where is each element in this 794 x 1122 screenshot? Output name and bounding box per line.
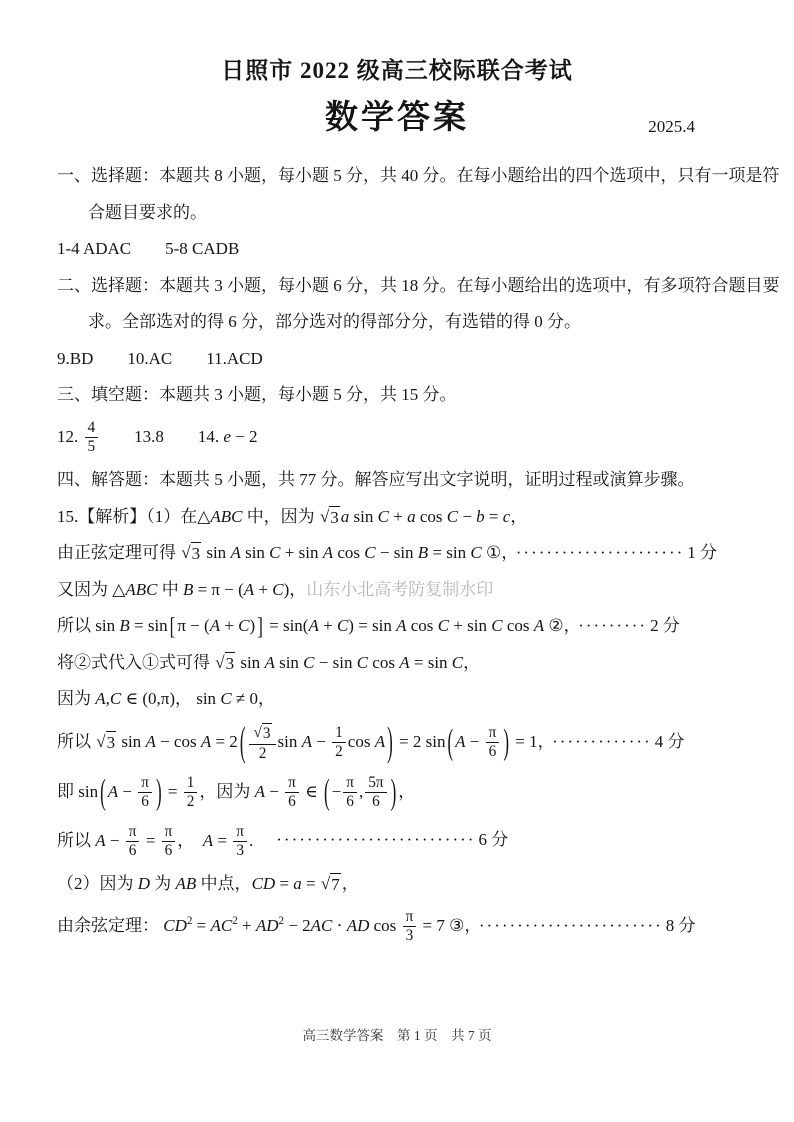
text-run: = [301,874,320,894]
radicand: 3 [191,542,202,565]
text-run: ∈ (0,π)， sin [121,689,221,709]
text-run: 所以 [57,830,96,850]
content-line [57,504,737,530]
math-variable: A [322,543,334,563]
math-variable: ABC [210,506,243,526]
fraction-numerator [332,724,346,743]
content-line [57,346,737,372]
text-run: − 2 [284,915,311,935]
text-run: π − ( [177,616,210,636]
sqrt-expression [96,731,116,754]
math-variable: C [272,579,284,599]
page-title: 数学答案 [325,100,469,136]
radicand: 3 [329,506,340,529]
text-run: π [141,773,149,791]
dot-leader: ······················ [515,543,685,563]
math-variable: b [476,506,485,526]
content-line [57,908,737,946]
math-variable: C [491,616,503,636]
fraction-denominator [138,793,152,811]
text-run: 由正弦定理可得 [57,543,181,563]
math-variable: B [182,579,194,599]
text-run: ，因为 [199,781,255,801]
dot-leader: ········· [578,616,648,636]
fraction-denominator [403,927,417,945]
radical-sign: √ [320,874,331,894]
text-run: ①， [481,543,510,563]
fraction-numerator [184,774,198,793]
math-variable: CD [251,874,276,894]
superscript: 2 [186,914,193,927]
content-line [57,771,737,812]
text-run: sin [277,731,302,751]
exam-title: 日照市 2022 级高三校际联合考试 [221,58,573,83]
text-run: − cos [155,731,201,751]
text-run: − [331,781,342,801]
content-line [57,871,737,897]
text-run: = [275,874,294,894]
fraction [249,723,275,763]
text-run: 5 [87,437,96,455]
text-run: sin [274,652,304,672]
sqrt-expression [320,506,340,529]
fraction-numerator [403,908,417,927]
text-run: ， [341,874,359,894]
score-text: 8 分 [665,915,696,935]
text-run: − [465,731,484,751]
math-variable: A [95,689,106,709]
fraction-numerator [486,724,500,743]
math-variable: C [220,689,232,709]
text-run: = [163,781,182,801]
text-run: ， [398,781,416,801]
text-run: 13.8 14. [100,426,224,446]
text-run: sin [117,731,146,751]
text-run: = 2 sin [394,731,446,751]
fraction [233,823,247,861]
text-run: + [318,616,337,636]
text-run: 3 [236,841,244,859]
text-run: π [128,822,137,840]
math-variable: AB [175,874,197,894]
text-run: + [237,915,256,935]
math-variable: AD [255,915,279,935]
fraction-numerator [138,774,152,793]
text-run: 求。全部选对的得 6 分，部分选对的得部分分，有选错的得 0 分。 [88,312,581,331]
text-run: 因为 [57,689,96,709]
content-line [57,686,737,712]
text-run: π [488,723,497,741]
score-leader [572,616,680,635]
text-run: 6 [346,793,354,811]
text-run: 1 [186,773,195,791]
text-run: ⋅ [332,915,347,935]
content-line [57,650,737,676]
fraction-numerator [365,774,386,793]
text-run: sin [236,652,265,672]
math-variable: C [269,543,281,563]
math-variable: A [202,830,214,850]
text-run: 1 [335,723,343,741]
content-line [57,718,737,765]
math-variable: A [301,731,313,751]
math-variable: C [451,652,464,672]
bracket: ) [390,771,397,812]
text-run: 6 [141,793,149,811]
math-variable: D [137,874,151,894]
radical-sign: √ [96,731,106,751]
content-line [57,163,780,189]
text-run: ∈ [300,781,322,801]
math-variable: CD [163,915,187,935]
fraction-denominator [256,745,270,763]
math-variable: a [407,506,416,526]
text-run: ) [249,616,256,636]
text-run: + [388,506,408,526]
superscript: 2 [278,914,285,927]
text-run: . [249,830,271,850]
math-variable: A [533,616,545,636]
text-run: 中点， [196,874,252,894]
bracket: ( [100,771,106,812]
fraction [126,823,140,861]
text-run: = 7 ③， [418,915,473,935]
text-run: cos [347,731,375,751]
math-variable: e [223,426,231,446]
content-line [57,236,737,262]
score-text: 2 分 [650,616,680,636]
radical-sign: √ [181,543,191,563]
math-variable: a [340,506,350,526]
document-body [57,163,780,945]
text-run: 一、选择题：本题共 8 小题，每小题 5 分，共 40 分。在每小题给出的四个选项中，只有一项是符 [57,166,780,185]
sqrt-expression [321,873,341,896]
math-variable: AC [310,915,333,935]
text-run: 合题目要求的。 [88,202,207,222]
bracket: ( [239,718,246,765]
math-variable: C [470,543,482,563]
math-variable: A [396,616,407,636]
sqrt-expression [253,723,271,744]
dot-leader: ·························· [276,830,476,850]
fraction-numerator [249,723,275,745]
text-run: sin [349,506,378,526]
radicand: 3 [225,652,236,675]
fraction-numerator [126,823,140,842]
math-variable: C [109,689,122,709]
content-line [57,273,780,299]
fraction [332,724,346,762]
superscript: 2 [232,914,238,927]
math-variable: a [293,874,302,894]
text-run: ②， [544,616,573,636]
text-run: , [105,689,110,709]
math-variable: A [374,731,386,751]
text-run: 6 [488,743,497,761]
text-run: )， [283,579,307,599]
text-run: 5π [368,773,384,791]
text-run: π [405,907,414,925]
fraction-numerator [85,419,99,438]
score-text: 1 分 [687,543,718,563]
sqrt-expression [215,652,235,675]
fraction-denominator [285,793,299,811]
text-run: 6 [372,793,380,811]
fraction [343,774,357,812]
content-line [57,823,737,861]
math-variable: A [200,731,212,751]
text-run: ， [463,652,481,672]
text-run: cos [369,915,401,935]
fraction [85,419,99,457]
text-run: − [265,781,284,801]
text-run: 2 [258,744,267,762]
text-run: , [358,781,364,801]
fraction [486,724,500,762]
text-run: = [141,830,160,850]
bracket: ) [387,718,393,765]
math-variable: C [303,652,315,672]
fraction-denominator [184,793,198,811]
fraction-denominator [332,743,346,761]
bracket: ( [323,771,330,812]
text-run: + sin [449,616,492,636]
math-variable: c [502,506,511,526]
text-run: 4 [87,418,96,436]
text-run: − sin [314,652,357,672]
fraction-numerator [233,823,247,842]
score-leader [270,830,508,849]
subtitle-row [57,95,737,141]
fraction [285,774,299,812]
radical-sign: √ [253,723,262,741]
text-run: 3 [405,927,414,945]
text-run: 6 [288,793,296,811]
math-variable: A [308,616,319,636]
text-run: = [213,830,232,850]
fraction-numerator [343,774,357,793]
text-run: = sin [129,616,168,636]
text-run: = 1， [511,731,547,751]
math-variable: B [119,616,130,636]
text-run: − 2 [230,426,258,446]
text-run: = 2 [211,731,238,751]
text-run: π [288,773,296,791]
fraction-denominator [343,793,357,811]
text-run: 所以 [57,731,96,751]
page-footer: 高三数学答案 第 1 页 共 7 页 [302,1028,492,1043]
math-variable: A [145,731,156,751]
fraction [365,774,386,812]
math-variable: B [417,543,429,563]
math-variable: AD [346,915,370,935]
math-variable: A [264,652,275,672]
math-variable: C [437,616,450,636]
exam-date: 2025.4 [648,117,695,136]
text-run: 2 [186,793,195,811]
text-run: ≠ 0， [231,689,275,709]
text-run: 所以 sin [57,616,120,636]
dot-leader: ············· [552,731,652,751]
fraction [184,774,198,812]
fraction [138,774,152,812]
content-line [57,382,737,408]
math-variable: A [107,781,119,801]
text-run: 由余弦定理： [57,915,164,935]
text-run: 中，因为 [242,506,319,526]
text-run: cos [415,506,447,526]
text-run: 1-4 ADAC 5-8 CADB [57,239,240,258]
text-run: π [164,822,173,840]
text-run: 15.【解析】（1）在△ [57,506,211,526]
dot-leader: ························ [478,915,663,935]
fraction-denominator [126,842,140,860]
math-variable: C [336,616,349,636]
content-line [57,540,737,566]
fraction-denominator [85,438,99,456]
fraction [403,908,417,946]
content-line [57,200,737,226]
score-leader [510,543,717,562]
math-variable: A [399,652,410,672]
text-run: = [192,915,211,935]
math-variable: C [377,506,389,526]
text-run: 将②式代入①式可得 [57,652,215,672]
score-text: 4 分 [654,731,685,751]
text-run: 四、解答题：本题共 5 小题，共 77 分。解答应写出文字说明，证明过程或演算步骤。 [57,470,695,490]
score-text: 6 分 [478,830,509,850]
text-run: sin [240,543,270,563]
math-variable: C [364,543,376,563]
math-variable: C [356,652,369,672]
text-run: 12. [57,426,83,446]
text-run: + sin [280,543,323,563]
content-line [57,613,737,639]
text-run: + [254,579,273,599]
sqrt-expression [181,542,201,565]
text-run: + [220,616,239,636]
text-run: 二、选择题：本题共 3 小题，每小题 6 分，共 18 分。在每小题给出的选项中，有多项符合题目要 [57,275,780,295]
radicand: 3 [262,724,271,742]
math-variable: ABC [125,579,158,599]
content-line [57,577,737,603]
text-run: = π − ( [193,579,244,599]
text-run: 6 [164,841,173,859]
radical-sign: √ [319,506,330,526]
text-run: 即 sin [57,781,99,801]
watermark-text: 山东小北高考防复制水印 [306,579,494,599]
text-run: = sin [409,652,452,672]
fraction-numerator [162,823,176,842]
text-run: 为 [150,874,176,894]
bracket: ) [155,771,162,812]
math-variable: A [243,579,255,599]
math-variable: A [209,616,221,636]
fraction-numerator [285,774,299,793]
text-run: cos [368,652,400,672]
fraction-denominator [369,793,383,811]
math-variable: A [95,830,106,850]
text-run: = sin [428,543,471,563]
fraction-denominator [233,842,247,860]
text-run: 2 [335,743,343,761]
text-run: − sin [375,543,418,563]
bracket: ( [447,721,454,762]
math-variable: C [238,616,250,636]
math-variable: A [455,731,466,751]
score-leader [546,732,684,751]
text-run: − [458,506,477,526]
bracket: [ [169,612,176,641]
text-run: − [105,830,124,850]
math-variable: AC [210,915,233,935]
text-run: cos [333,543,365,563]
text-run: sin [202,543,231,563]
fraction-denominator [486,743,500,761]
radicand: 3 [106,731,117,754]
score-leader [473,916,696,935]
bracket: ] [257,612,263,641]
text-run: 中 [157,579,183,599]
text-run: ， [177,830,203,850]
content-line [57,309,737,335]
radicand: 7 [330,873,341,896]
text-run: − [118,781,137,801]
fraction-denominator [162,842,176,860]
text-run: 9.BD 10.AC 11.ACD [57,348,263,368]
text-run: 又因为 △ [57,579,126,599]
text-run: 6 [128,841,137,859]
text-run: （2）因为 [57,874,138,894]
text-run: = [484,506,503,526]
content-line [57,467,737,493]
text-run: π [346,773,354,791]
text-run: cos [406,616,438,636]
text-run: π [236,822,245,840]
text-run: ， [510,506,528,526]
text-run: 三、填空题：本题共 3 小题，每小题 5 分，共 15 分。 [57,385,457,404]
text-run: cos [502,616,534,636]
math-variable: A [230,543,241,563]
content-line [57,419,737,457]
radical-sign: √ [215,652,225,672]
text-run: = sin( [264,616,309,636]
bracket: ) [503,721,510,762]
math-variable: C [446,506,459,526]
fraction [162,823,176,861]
text-run: − [312,731,331,751]
math-variable: A [254,781,266,801]
text-run: ) = sin [348,616,397,636]
